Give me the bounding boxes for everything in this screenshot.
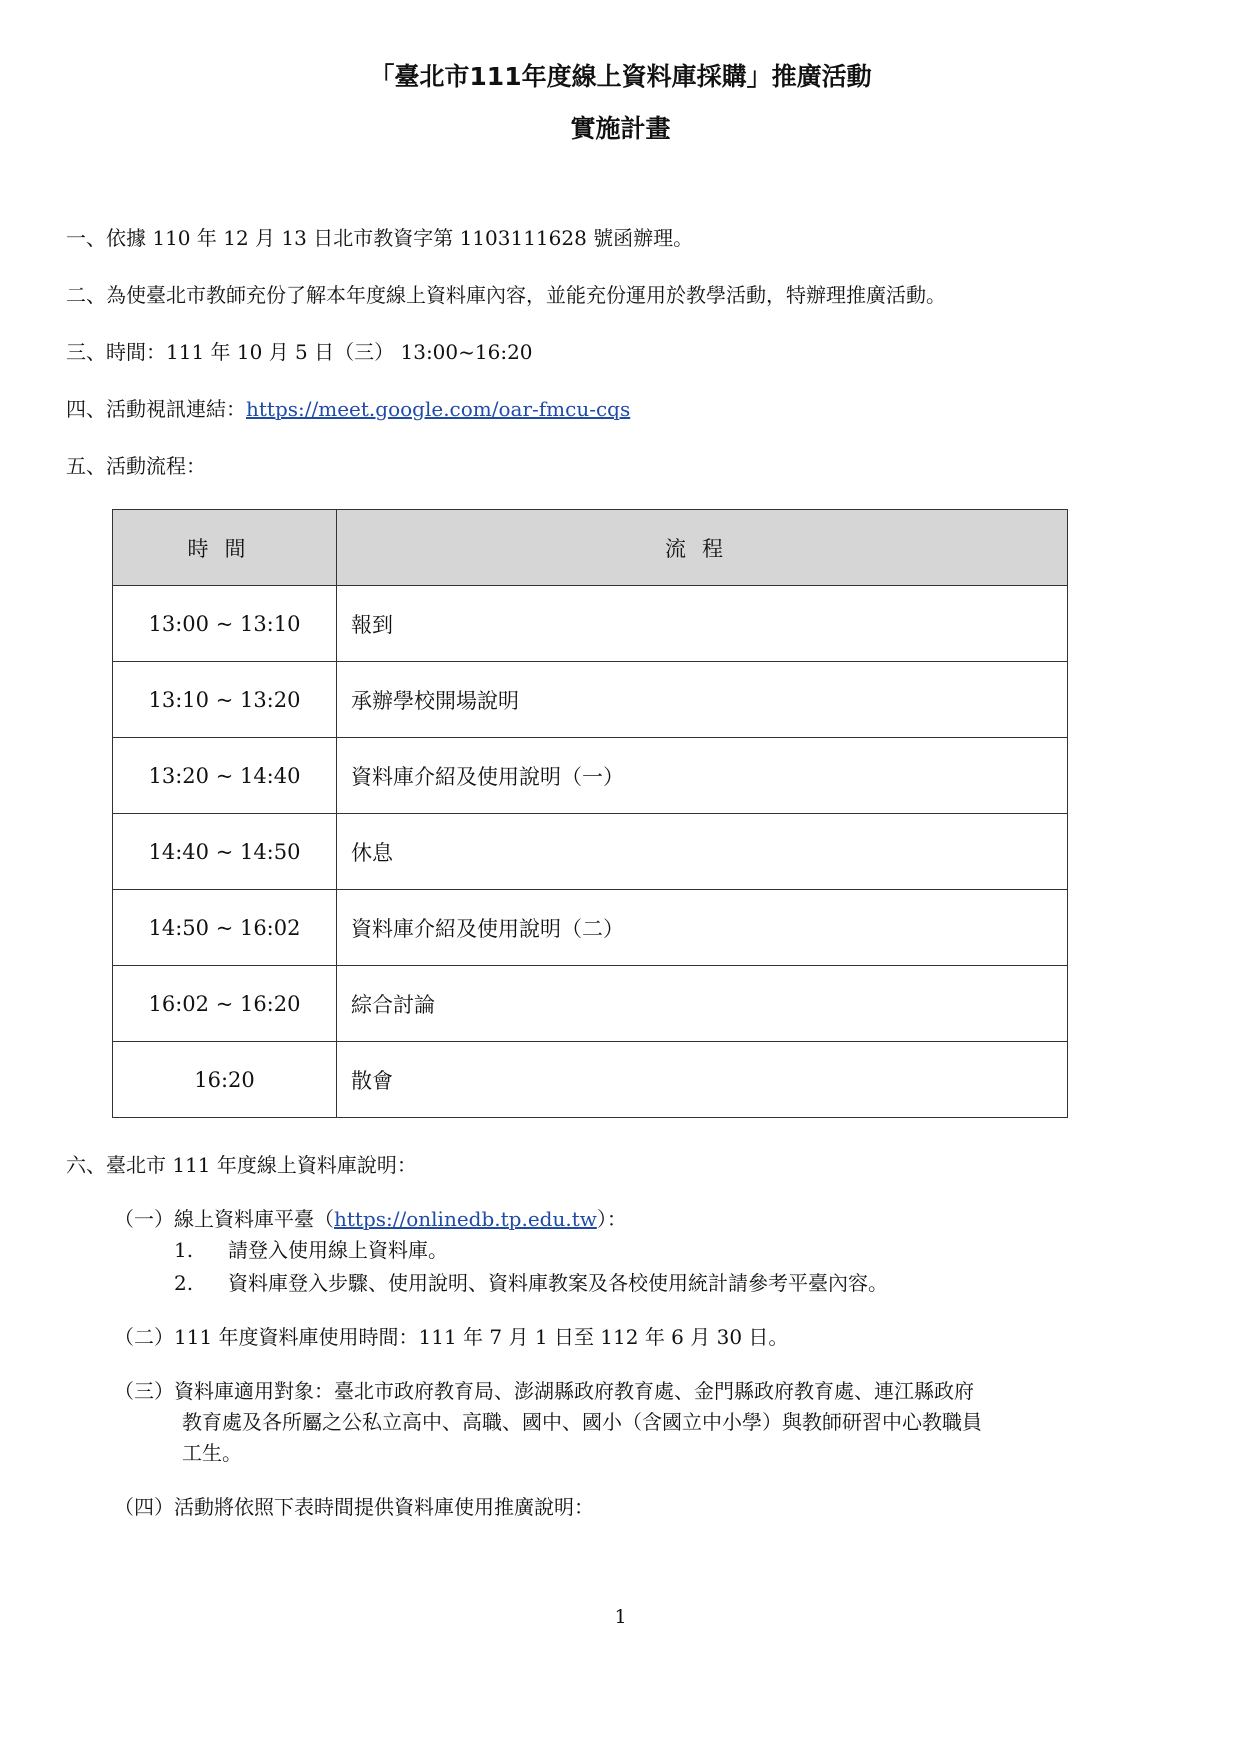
- row-flow: 資料庫介紹及使用說明（二）: [337, 890, 1068, 966]
- meeting-link[interactable]: https://meet.google.com/oar-fmcu-cqs: [246, 397, 631, 421]
- row-flow: 休息: [337, 814, 1068, 890]
- list-text: 請登入使用線上資料庫。: [228, 1238, 448, 1262]
- sub-promotion-note: （四）活動將依照下表時間提供資料庫使用推廣說明：: [114, 1495, 594, 1519]
- row-flow: 報到: [337, 586, 1068, 662]
- document-subtitle: 實施計畫: [570, 114, 671, 143]
- item-basis: 一、依據 110 年 12 月 13 日北市教資字第 1103111628 號函辦理。: [66, 226, 694, 250]
- item-agenda-heading: 五、活動流程：: [66, 454, 206, 478]
- table-row: [113, 586, 1068, 662]
- table-row: [113, 662, 1068, 738]
- page-number: 1: [614, 1606, 627, 1628]
- header-flow: 流程: [337, 510, 1068, 586]
- list-item: [174, 1235, 448, 1266]
- row-flow: 承辦學校開場說明: [337, 662, 1068, 738]
- row-time: 14:40 ~ 14:50: [113, 814, 337, 890]
- sub-eligible-users-line1: （三）資料庫適用對象：臺北市政府教育局、澎湖縣政府教育處、金門縣政府教育處、連江縣政府: [114, 1379, 974, 1403]
- platform-link[interactable]: https://onlinedb.tp.edu.tw: [334, 1207, 597, 1231]
- item-meeting-link: [66, 394, 630, 424]
- list-item: [174, 1268, 888, 1299]
- row-time: 16:02 ~ 16:20: [113, 966, 337, 1042]
- item-time: 三、時間：111 年 10 月 5 日（三） 13:00~16:20: [66, 340, 533, 364]
- table-row: [113, 1042, 1068, 1118]
- item-purpose: 二、為使臺北市教師充份了解本年度線上資料庫內容，並能充份運用於教學活動，特辦理推廣活動。: [66, 283, 946, 307]
- list-text: 資料庫登入步驟、使用說明、資料庫教案及各校使用統計請參考平臺內容。: [228, 1271, 888, 1295]
- list-number: 2.: [174, 1271, 194, 1295]
- row-flow: 綜合討論: [337, 966, 1068, 1042]
- row-time: 13:00 ~ 13:10: [113, 586, 337, 662]
- list-number: 1.: [174, 1238, 194, 1262]
- table-row: [113, 890, 1068, 966]
- agenda-table: [112, 509, 1068, 1118]
- row-flow: 資料庫介紹及使用說明（一）: [337, 738, 1068, 814]
- row-time: 13:10 ~ 13:20: [113, 662, 337, 738]
- table-row: [113, 814, 1068, 890]
- sub-platform: [114, 1204, 627, 1235]
- table-header-row: [113, 510, 1068, 586]
- row-time: 14:50 ~ 16:02: [113, 890, 337, 966]
- header-time: 時間: [113, 510, 337, 586]
- item-database-heading: 六、臺北市 111 年度線上資料庫說明：: [66, 1153, 417, 1177]
- row-time: 16:20: [113, 1042, 337, 1118]
- meeting-link-label: 四、活動視訊連結：: [66, 397, 246, 421]
- row-flow: 散會: [337, 1042, 1068, 1118]
- platform-suffix: ）：: [596, 1207, 627, 1231]
- document-title: 「臺北市111年度線上資料庫採購」推廣活動: [369, 62, 872, 91]
- sub-eligible-users-line2: 教育處及各所屬之公私立高中、高職、國中、國小（含國立中小學）與教師研習中心教職員: [182, 1410, 982, 1434]
- table-row: [113, 966, 1068, 1042]
- row-time: 13:20 ~ 14:40: [113, 738, 337, 814]
- platform-label: （一）線上資料庫平臺（: [114, 1207, 334, 1231]
- sub-eligible-users-line3: 工生。: [182, 1441, 242, 1465]
- sub-usage-period: （二）111 年度資料庫使用時間：111 年 7 月 1 日至 112 年 6 月 30 日。: [114, 1325, 789, 1349]
- table-row: [113, 738, 1068, 814]
